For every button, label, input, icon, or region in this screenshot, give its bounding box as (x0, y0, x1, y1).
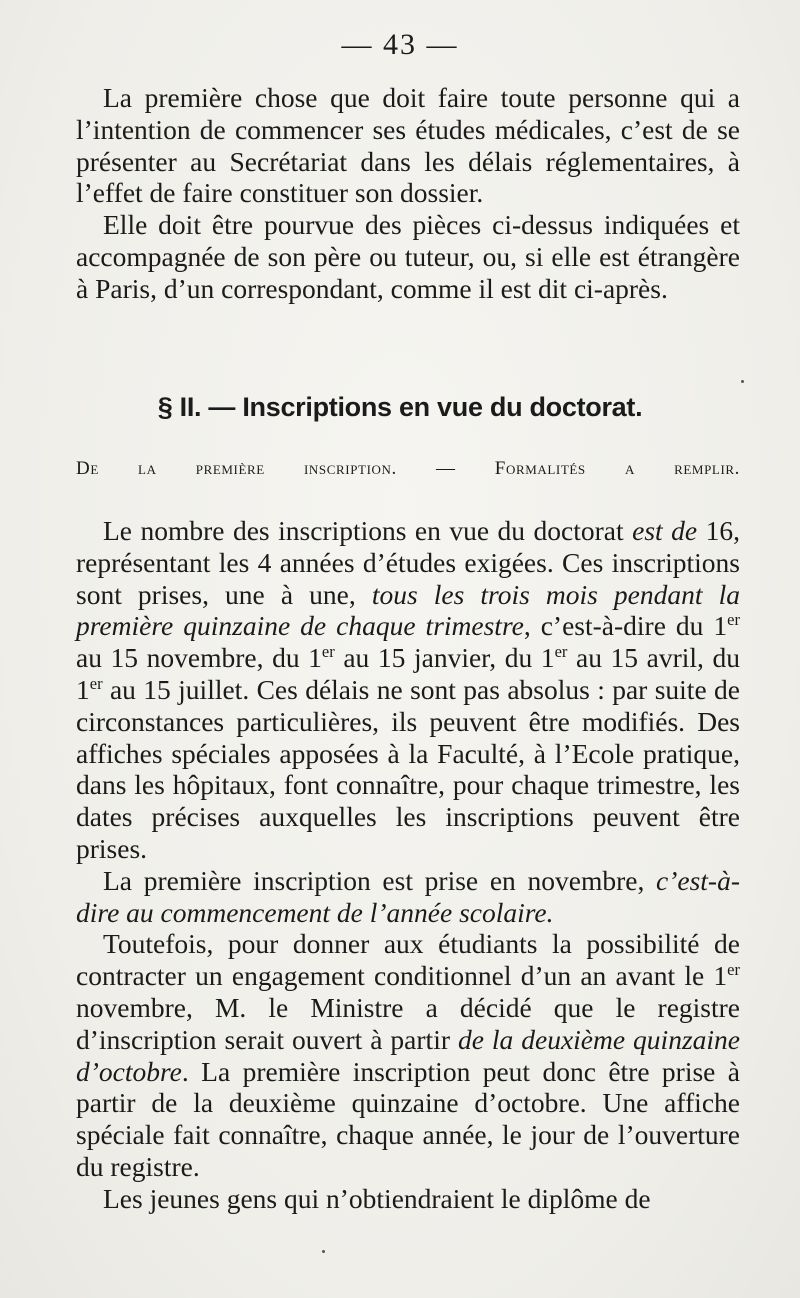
page-number: — 43 — (341, 28, 459, 61)
text-run: Toutefois, pour donner aux étudiants la possibilité de contracter un engagement conditionnel d’un an avant le 1 (76, 928, 740, 992)
superscript: er (321, 642, 335, 662)
paragraph-pieces: Elle doit être pourvue des pièces ci-dessus indiquées et accompagnée de son père ou tuteur, ou, si elle est étrangère à Paris, d’un correspondant, comme il est dit ci-après. (76, 209, 740, 304)
superscript: er (727, 960, 740, 980)
subsection-heading: De la première inscription. — Formalités a remplir. (76, 458, 740, 479)
text-run: novembre, M. le Ministre a décidé que le registre d’inscription serait ouvert à partir (76, 991, 740, 1055)
superscript: er (554, 642, 568, 662)
text-run: , c’est-à-dire du 1 (523, 610, 728, 642)
print-speck (322, 1250, 325, 1253)
paragraph-dossier: La première chose que doit faire toute personne qui a l’intention de commencer ses études médicales, c’est de se présenter au Secrétariat dans les délais réglementaires, à l’effet de faire constituer son dossier. (76, 82, 740, 209)
italic-run: c’est-à-dire au commencement de l’année scolaire. (76, 864, 740, 928)
superscript: er (727, 610, 740, 630)
section-heading: § II. — Inscriptions en vue du doctorat. (157, 392, 643, 422)
italic-run: tous les trois mois pendant la première quinzaine de chaque trimestre (76, 578, 740, 642)
italic-run: de la deuxième quinzaine d’octobre (76, 1023, 740, 1087)
superscript: er (89, 674, 103, 694)
paragraph-jeunes-gens: Les jeunes gens qui n’obtiendraient le diplôme de (103, 1182, 651, 1214)
text-run: au 15 juillet. Ces délais ne sont pas absolus : par suite de circonstances particulières, ils peuvent être modifiés. Des affiches spéciales apposées à la Faculté, à l’Ecole pratique, dans les hôpitaux, font connaître, pour chaque trimestre, les dates précises auxquelles les inscriptions peuvent être prises. (76, 673, 740, 864)
text-run: La première inscription est prise en novembre, (103, 864, 657, 896)
text-run: au 15 novembre, du 1 (76, 642, 322, 674)
intro-text-block (76, 82, 740, 305)
text-run: Le nombre des inscriptions en vue du doctorat (103, 515, 633, 546)
paragraph-engagement-conditionnel (76, 928, 740, 1182)
text-run: 16, représentant les 4 années d’études exigées. Ces inscriptions sont prises, une à une, (76, 515, 740, 610)
print-speck (741, 380, 744, 383)
text-run: . La première inscription peut donc être prise à partir de la deuxième quinzaine d’octobre. Une affiche spéciale fait connaître, chaque année, le jour de l’ouverture du registre. (76, 1055, 740, 1182)
text-run: au 15 janvier, du 1 (334, 642, 555, 674)
italic-run: est de (632, 515, 698, 546)
paragraph-nombre-inscriptions (76, 515, 740, 865)
paragraph-premiere-inscription (76, 865, 740, 929)
text-run: au 15 avril, du 1 (76, 642, 740, 705)
inscriptions-text-block (76, 515, 740, 1215)
